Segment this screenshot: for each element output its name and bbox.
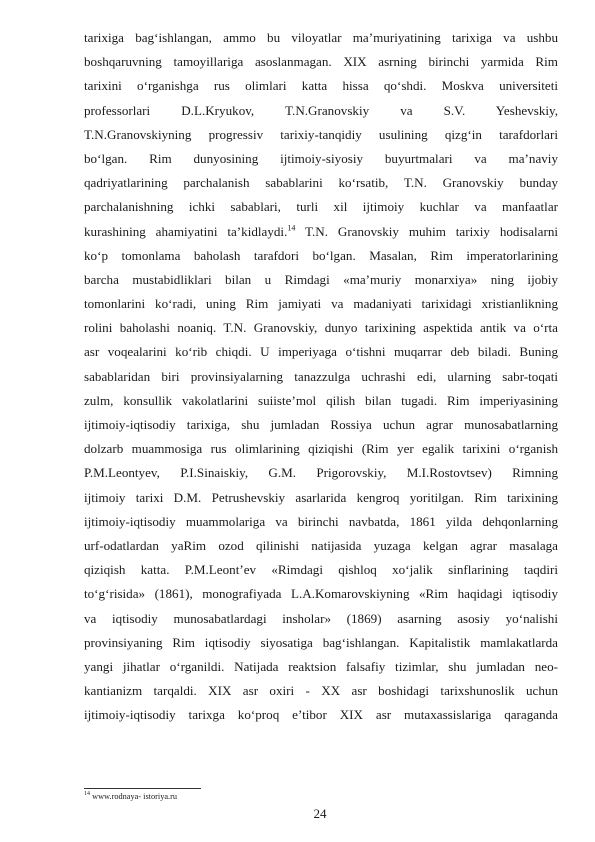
body-line: boshqaruvning tamoyillariga asoslanmagan. XIX asrning birinchi yarmida Rim [84,54,558,70]
body-line: tarixini o‘rganishga rus olimlari katta hissa qo‘shdi. Moskva universiteti [84,78,558,94]
body-line: ijtimoiy-iqtisodiy tarixiga, shu jumladan Rossiya uchun agrar munosabatlarning [84,417,558,432]
body-line: ijtimoiy-iqtisodiy muammolariga va birinchi navbatda, 1861 yilda dehqonlarning [84,513,558,529]
body-line: provinsiyaning Rim iqtisodiy siyosatiga bag‘ishlangan. Kapitalistik mamlakatlarda [84,634,558,650]
body-line: yangi jihatlar o‘rganildi. Natijada reaktsion falsafiy tizimlar, shu jumladan neo- [84,658,558,674]
footnote-divider [84,788,201,789]
body-line: to‘g‘risida» (1861), monografiyada L.A.Komarovskiyning «Rim haqidagi iqtisodiy [84,586,558,602]
body-line: asr voqealarini ko‘rib chiqdi. U imperiyaga o‘tishni muqarrar deb biladi. Buning [84,344,558,360]
page-number: 24 [313,806,327,821]
body-line: bo‘lgan. Rim dunyosining ijtimoiy-siyosiy buyurtmalari va ma’naviy [84,150,558,166]
footnote-ref-before: kurashining ahamiyatini ta’kidlaydi. [84,223,288,239]
body-line: urf-odatlardan yaRim ozod qilinishi natijasida yuzaga kelgan agrar masalaga [84,537,558,553]
document-body [84,26,558,727]
body-line: T.N.Granovskiyning progressiv tarixiy-tanqidiy usulining qizg‘in tarafdorlari [84,126,558,142]
body-line: dolzarb muammosiga rus olimlarining qiziqishi (Rim yer egalik tarixini o‘rganish [84,441,558,457]
footnote-ref-after: T.N. Granovskiy muhim tarixiy hodisalarni [295,223,558,239]
footnote-marker: 14 [84,791,90,798]
body-line: ko‘p tomonlama baholash tarafdori bo‘lgan. Masalan, Rim imperatorlarining [84,247,558,263]
body-line: parchalanishning ichki sabablari, turli xil ijtimoiy kuchlar va manfaatlar [84,199,558,215]
footnote [84,792,177,802]
body-line: professorlari D.L.Kryukov, T.N.Granovskiy va S.V. Yeshevskiy, [84,102,558,118]
footnote-text: www.rodnaya- istoriya.ru [90,792,178,801]
body-line: barcha mustabidliklari bilan u Rimdagi «ma’muriy monarxiya» ning ijobiy [84,271,558,287]
body-line: P.M.Leontyev, P.I.Sinaiskiy, G.M. Prigorovskiy, M.I.Rostovtsev) Rimning [84,465,558,481]
body-line: zulm, konsullik vakolatlarini suiiste’mol qilish bilan tugadi. Rim imperiyasining [84,392,558,408]
body-line: tarixiga bag‘ishlangan, ammo bu viloyatlar ma’muriyatining tarixiga va ushbu [84,30,558,45]
body-line-with-footnote-ref [84,220,558,244]
footnote-ref-marker: 14 [287,223,296,233]
body-line: kantianizm tarqaldi. XIX asr oxiri - XX asr boshidagi tarixshunoslik uchun [84,683,558,699]
body-line: ijtimoiy-iqtisodiy tarixga ko‘proq e’tibor XIX asr mutaxassislariga qaraganda [84,707,558,723]
body-line: qadriyatlarining parchalanish sabablarini ko‘rsatib, T.N. Granovskiy bunday [84,175,558,191]
body-line: sabablaridan biri provinsiyalarning tanazzulga uchrashi edi, ularning sabr-toqati [84,368,558,384]
body-line: qiziqish katta. P.M.Leont’ev «Rimdagi qishloq xo‘jalik sinflarining taqdiri [84,562,558,578]
body-line: rolini baholashi noaniq. T.N. Granovskiy, dunyo tarixining aspektida antik va o‘rta [84,320,558,336]
body-line: ijtimoiy tarixi D.M. Petrushevskiy asarlarida kengroq yoritilgan. Rim tarixining [84,489,558,505]
body-line: tomonlarini ko‘radi, uning Rim jamiyati va madaniyati tarixidagi xristianlikning [84,296,558,312]
body-line: va iqtisodiy munosabatlardagi insholar» (1869) asarning asosiy yo‘nalishi [84,610,558,626]
